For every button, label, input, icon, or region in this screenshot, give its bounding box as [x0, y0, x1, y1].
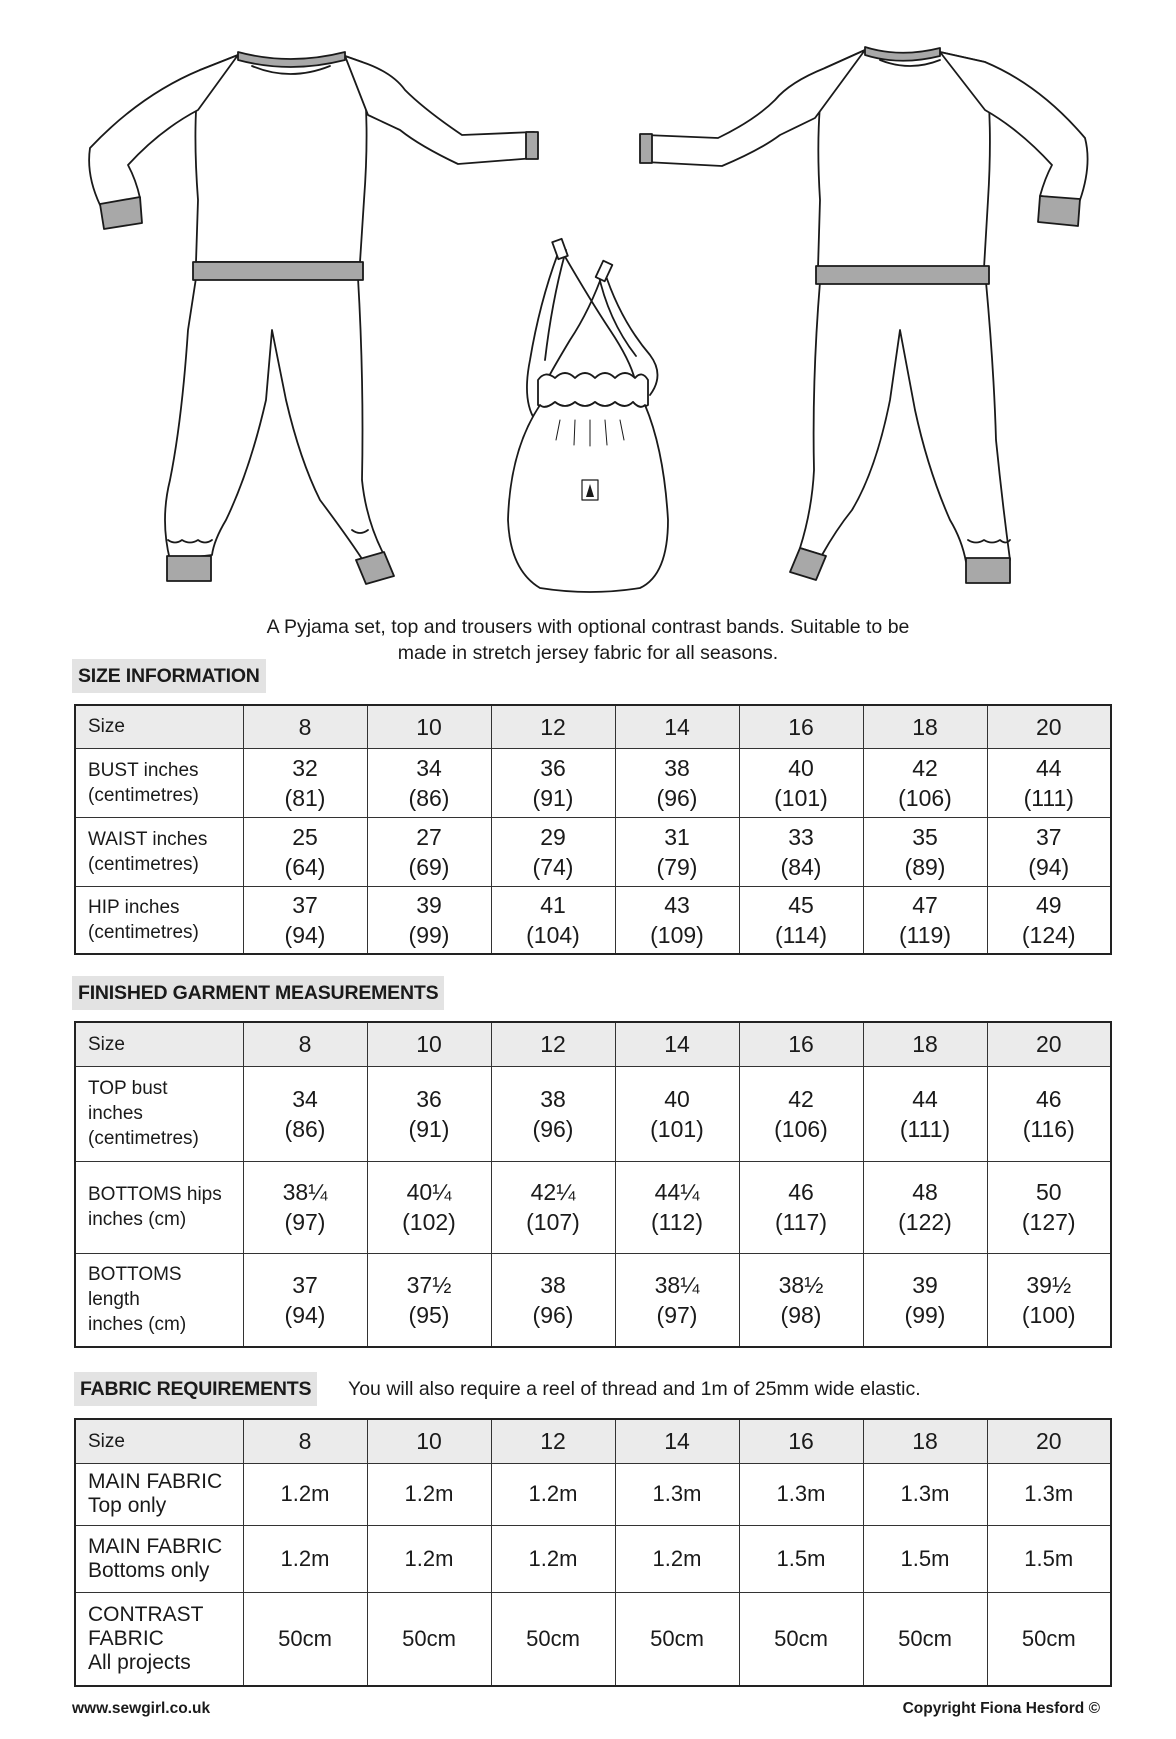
front-right-sleeve [345, 56, 535, 164]
header-size-14: 14 [615, 1022, 739, 1066]
table-row [75, 886, 1111, 954]
table-row [75, 1592, 1111, 1686]
cell: 50cm [863, 1592, 987, 1686]
back-waistband [816, 266, 989, 284]
size-information-table [74, 704, 1112, 955]
row-label: MAIN FABRIC Bottoms only [75, 1525, 243, 1592]
table-row [75, 817, 1111, 886]
header-size-8: 8 [243, 1419, 367, 1463]
back-right-ankle-cuff [966, 558, 1010, 583]
copyright-notice: Copyright Fiona Hesford © [902, 1700, 1100, 1717]
row-label: BUST inches (centimetres) [75, 748, 243, 817]
cell: 50cm [243, 1592, 367, 1686]
table-header-row [75, 1022, 1111, 1066]
header-size-8: 8 [243, 705, 367, 748]
cell: 38¼ (97) [615, 1253, 739, 1347]
cell: 37 (94) [243, 886, 367, 954]
header-size-12: 12 [491, 1419, 615, 1463]
header-size-20: 20 [987, 705, 1111, 748]
header-size-label: Size [75, 1419, 243, 1463]
row-label: BOTTOMS length inches (cm) [75, 1253, 243, 1347]
header-size-10: 10 [367, 705, 491, 748]
finished-garment-table [74, 1021, 1112, 1348]
cell: 50cm [739, 1592, 863, 1686]
cell: 38½ (98) [739, 1253, 863, 1347]
cell: 27 (69) [367, 817, 491, 886]
cell: 38 (96) [491, 1253, 615, 1347]
header-size-10: 10 [367, 1419, 491, 1463]
table-header-row [75, 705, 1111, 748]
front-view [89, 55, 535, 565]
cell: 35 (89) [863, 817, 987, 886]
cell: 38 (96) [615, 748, 739, 817]
cell: 41 (104) [491, 886, 615, 954]
row-label: CONTRAST FABRIC All projects [75, 1592, 243, 1686]
table-row [75, 1253, 1111, 1347]
cell: 44 (111) [863, 1066, 987, 1161]
header-size-16: 16 [739, 1419, 863, 1463]
fabric-requirements-heading: FABRIC REQUIREMENTS [74, 1372, 317, 1406]
back-trousers [800, 282, 1010, 562]
header-size-14: 14 [615, 1419, 739, 1463]
cell: 25 (64) [243, 817, 367, 886]
cell: 40¼ (102) [367, 1161, 491, 1253]
front-left-ankle-cuff [167, 556, 211, 581]
header-size-12: 12 [491, 705, 615, 748]
header-size-18: 18 [863, 705, 987, 748]
cell: 38¼ (97) [243, 1161, 367, 1253]
table-row [75, 748, 1111, 817]
back-view [645, 50, 1088, 562]
cell: 1.2m [243, 1463, 367, 1525]
cell: 39 (99) [367, 886, 491, 954]
cell: 40 (101) [739, 748, 863, 817]
cell: 50cm [615, 1592, 739, 1686]
size-information-heading: SIZE INFORMATION [72, 659, 266, 693]
cell: 42¼ (107) [491, 1161, 615, 1253]
header-size-16: 16 [739, 705, 863, 748]
cell: 1.5m [739, 1525, 863, 1592]
cell: 29 (74) [491, 817, 615, 886]
cell: 37½ (95) [367, 1253, 491, 1347]
cell: 1.3m [739, 1463, 863, 1525]
drawstring-bag [508, 239, 668, 592]
cell: 1.2m [491, 1463, 615, 1525]
cell: 47 (119) [863, 886, 987, 954]
cell: 50cm [987, 1592, 1111, 1686]
front-top-body [195, 55, 366, 262]
table-row [75, 1066, 1111, 1161]
header-size-16: 16 [739, 1022, 863, 1066]
front-right-cuff [526, 132, 538, 159]
cell: 44 (111) [987, 748, 1111, 817]
website-link[interactable]: www.sewgirl.co.uk [72, 1700, 211, 1717]
cell: 49 (124) [987, 886, 1111, 954]
cell: 44¼ (112) [615, 1161, 739, 1253]
row-label: MAIN FABRIC Top only [75, 1463, 243, 1525]
header-size-label: Size [75, 1022, 243, 1066]
cell: 1.3m [863, 1463, 987, 1525]
cell: 40 (101) [615, 1066, 739, 1161]
cell: 46 (117) [739, 1161, 863, 1253]
header-size-18: 18 [863, 1419, 987, 1463]
cell: 39 (99) [863, 1253, 987, 1347]
header-size-label: Size [75, 705, 243, 748]
header-size-12: 12 [491, 1022, 615, 1066]
cell: 42 (106) [863, 748, 987, 817]
cell: 1.2m [243, 1525, 367, 1592]
back-right-cuff [1038, 196, 1080, 226]
back-neckband [865, 47, 940, 61]
fabric-note: You will also require a reel of thread and 1m of 25mm wide elastic. [348, 1378, 921, 1400]
cell: 34 (86) [243, 1066, 367, 1161]
row-label: BOTTOMS hips inches (cm) [75, 1161, 243, 1253]
cell: 48 (122) [863, 1161, 987, 1253]
cell: 1.2m [491, 1525, 615, 1592]
row-label: WAIST inches (centimetres) [75, 817, 243, 886]
cell: 1.2m [615, 1525, 739, 1592]
front-trousers [165, 278, 384, 565]
description-line-2: made in stretch jersey fabric for all seasons. [397, 642, 779, 664]
cell: 50 (127) [987, 1161, 1111, 1253]
cell: 32 (81) [243, 748, 367, 817]
row-label: TOP bust inches (centimetres) [75, 1066, 243, 1161]
cell: 46 (116) [987, 1066, 1111, 1161]
cell: 37 (94) [243, 1253, 367, 1347]
cell: 1.3m [987, 1463, 1111, 1525]
cell: 45 (114) [739, 886, 863, 954]
header-size-10: 10 [367, 1022, 491, 1066]
table-row [75, 1161, 1111, 1253]
header-size-20: 20 [987, 1419, 1111, 1463]
cell: 1.2m [367, 1525, 491, 1592]
back-left-cuff [640, 134, 652, 163]
header-size-18: 18 [863, 1022, 987, 1066]
table-row [75, 1525, 1111, 1592]
cell: 38 (96) [491, 1066, 615, 1161]
table-header-row [75, 1419, 1111, 1463]
header-size-20: 20 [987, 1022, 1111, 1066]
cell: 39½ (100) [987, 1253, 1111, 1347]
cell: 42 (106) [739, 1066, 863, 1161]
cell: 43 (109) [615, 886, 739, 954]
cell: 33 (84) [739, 817, 863, 886]
cell: 37 (94) [987, 817, 1111, 886]
description-line-1: A Pyjama set, top and trousers with optional contrast bands. Suitable to be [266, 616, 910, 638]
cell: 1.5m [863, 1525, 987, 1592]
cell: 34 (86) [367, 748, 491, 817]
header-size-8: 8 [243, 1022, 367, 1066]
cell: 36 (91) [491, 748, 615, 817]
fabric-requirements-table [74, 1418, 1112, 1687]
cell: 1.2m [367, 1463, 491, 1525]
front-waistband [193, 262, 363, 280]
pyjama-illustration [0, 0, 1176, 600]
cell: 50cm [491, 1592, 615, 1686]
cell: 50cm [367, 1592, 491, 1686]
table-row [75, 1463, 1111, 1525]
cell: 1.3m [615, 1463, 739, 1525]
header-size-14: 14 [615, 705, 739, 748]
cell: 36 (91) [367, 1066, 491, 1161]
row-label: HIP inches (centimetres) [75, 886, 243, 954]
cell: 31 (79) [615, 817, 739, 886]
finished-garment-heading: FINISHED GARMENT MEASUREMENTS [72, 976, 444, 1010]
cell: 1.5m [987, 1525, 1111, 1592]
